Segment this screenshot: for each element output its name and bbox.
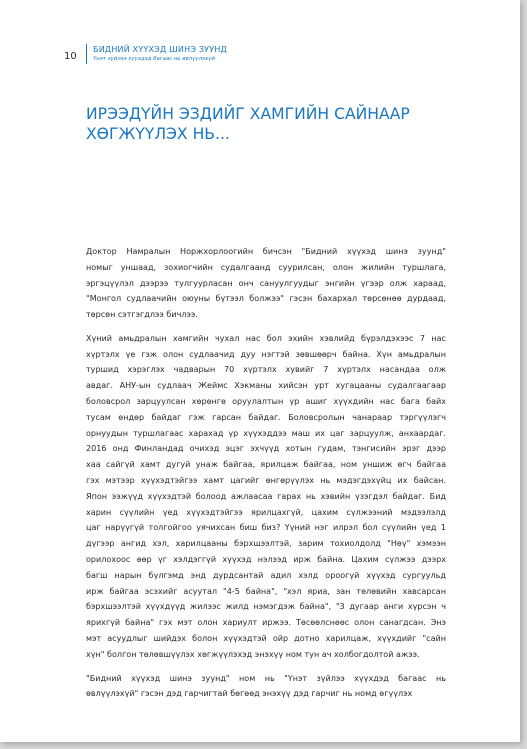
paragraph-line: төрсөн сэтгэгдлээ бичлээ. — [86, 310, 198, 320]
body-paragraph — [86, 244, 446, 323]
paragraph-line: ирж байгаа эсэхийг асуутал "4-5 байна", "хэл яриа, зан төлөвийн хавсарсан — [86, 586, 446, 596]
page-number: 10 — [64, 51, 77, 62]
paragraph-line: боловсрол зарцуулсан хөрөнгө оруулалтын үр ашиг хүүхдийн нас бага байх — [86, 397, 446, 407]
paragraph-line: орнуудын туршлагаас харахад үр хүүхэддээ маш их цаг зарцуулж, анхаардаг. — [86, 428, 446, 438]
paragraph-line: хүн" болгон төлөвшүүлэх хөгжүүлэхэд энэхүү ном тун ач холбогдолтой ажээ. — [86, 649, 420, 659]
paragraph-line: "Монгол судлаачийн оюуны бүтээл болжээ" гэсэн бахархал төрсөнөө дурдаад, — [86, 294, 446, 304]
paragraph-line: хаа сайгүй хамт дугуй унаж байгаа, ярилцаж байгаа, ном уншиж өгч байгаа — [86, 460, 446, 470]
paragraph-line: эргэцүүлэл дээрээ тулгуурласан онч сануулгуудыг энгийн үгээр олж хараад, — [86, 278, 446, 288]
chapter-title-line: ХӨГЖҮҮЛЭХ НЬ... — [86, 125, 230, 143]
paragraph-line: гэх мэтээр хүүхэдтэйгээ хамт цагийг өнгөрүүлэх нь мэдэгдэхүйц их байсан. — [86, 476, 446, 486]
paragraph-line: мэт асуудлыг шийдэх болон хүүхэдтэй ойр дотно харилцаж, хүүхдийг "сайн — [86, 634, 446, 644]
paragraph-line: номыг уншаад, зохиогчийн судалгаанд суурилсан, олон жилийн туршлага, — [86, 262, 446, 272]
body-text — [86, 244, 446, 702]
paragraph-line: тусам өндөр байдаг гэж гарсан байдаг. Боловсролын чанараар тэргүүлэгч — [86, 412, 446, 422]
paragraph-line: Доктор Намралын Норжхорлоогийн бичсэн "Бидний хүүхэд шинэ зуунд" — [86, 247, 446, 256]
paragraph-line: "Бидний хүүхэд шинэ зуунд" ном нь "Үнэт зүйлээ хүүхдэд багаас нь — [86, 673, 446, 683]
chapter-title — [86, 104, 426, 144]
paragraph-line: дүгээр ангид хэл, харилцааны бэрхшээлтэй, зарим тохиолдолд "Нөү" хэмээн — [86, 539, 446, 549]
paragraph-line: харин сүүлийн үед хүүхэдтэйгээ ярилцахгүй, цахим сүлжээний мэдээлэлд — [86, 507, 446, 517]
paragraph-line: Япон ээжүүд хүүхэдтэй болоод ажлаасаа гарах нь хэвийн үзэгдэл байдаг. Бид — [86, 491, 446, 501]
paragraph-line: өвлүүлэхүй" гэсэн дэд гарчигтай бөгөөд энэхүү дэд гарчиг нь номд өгүүлэх — [86, 689, 413, 699]
paragraph-line: багш нарын бүлгэмд энд дурдсантай адил хэлд ороогүй хүүхэд сургуульд — [86, 570, 446, 580]
header-divider — [86, 44, 87, 64]
paragraph-line: бэрхшээлтэй хүүхдүүд жилээс жилд нэмэгдэж байна", "3 дугаар анги хүрсэн ч — [86, 602, 446, 612]
paragraph-line: 2016 онд Финландад очихэд эцэг эхчүүд хотын гудам, тэнгисийн эрэг дээр — [86, 444, 446, 454]
paragraph-line: авдаг. АНУ-ын судлаач Жеймс Хэкманы хийсэн урт хугацааны судалгаагаар — [86, 381, 446, 391]
paragraph-line: Хүний амьдралын хамгийн чухал нас бол эхийн хэвлийд бүрэлдэхээс 7 нас — [86, 333, 446, 343]
body-paragraph — [86, 331, 446, 663]
body-paragraph — [86, 671, 446, 703]
paragraph-line: цаг нарүүгүй толгойгоо уячихсан биш биз? Үүний нэг илрэл бол сүүлийн үед 1 — [86, 523, 446, 533]
paragraph-line: орилохоос өөр үг хэлдэггүй хүүхэд нэлээд ирж байна. Цахим сүлжээ дээрх — [86, 555, 446, 565]
running-header-subtitle: Үнэт зүйлээ хүүхдэд багаас нь өвлүүлэхүй — [93, 56, 215, 62]
paragraph-line: хүртэлх үе гэж олон судлаачид дуу нэгтэй зөвшөөрч байна. Хүн амьдралын — [86, 349, 446, 359]
running-header-title: БИДНИЙ ХҮҮХЭД ШИНЭ ЗУУНД — [93, 45, 227, 54]
chapter-title-line: ИРЭЭДҮЙН ЭЗДИЙГ ХАМГИЙН САЙНААР — [86, 105, 410, 123]
paragraph-line: ярихгүй байна" гэх мэт олон хариулт иржээ. Төсөөлснөөс олон санагдсан. Энэ — [86, 618, 446, 628]
paragraph-line: туршид хэрэглэх чадварын 70 хүртэлх хувийг 7 хүртэлх насандаа олж — [86, 365, 446, 375]
